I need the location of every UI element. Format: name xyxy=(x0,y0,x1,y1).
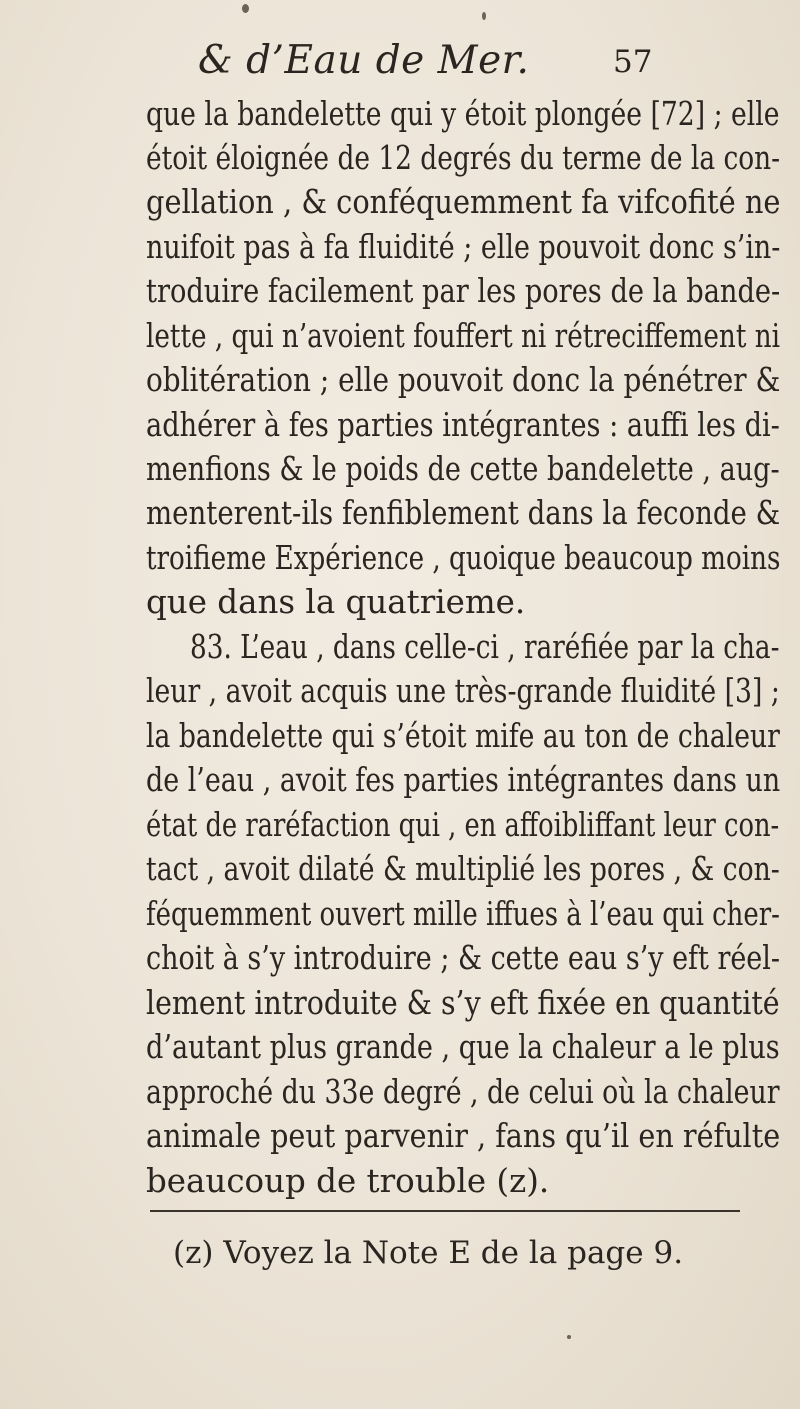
text-line: leur , avoit acquis une très-grande fluidité [3] ; xyxy=(146,672,780,710)
ink-speck xyxy=(242,4,249,13)
ink-speck xyxy=(567,1335,571,1339)
text-line: beaucoup de trouble (z). xyxy=(146,1162,550,1200)
text-line: approché du 33e degré , de celui où la chaleur xyxy=(146,1073,780,1111)
text-line: oblitération ; elle pouvoit donc la pénétrer & xyxy=(146,361,781,399)
text-line: que dans la quatrieme. xyxy=(146,583,526,621)
text-line: menterent-ils fenfiblement dans la feconde & xyxy=(146,494,781,532)
text-line: la bandelette qui s’étoit mife au ton de chaleur xyxy=(146,717,780,755)
text-line: nuifoit pas à fa fluidité ; elle pouvoit donc s’in- xyxy=(146,228,781,266)
text-line: état de raréfaction qui , en affoibliffant leur con- xyxy=(146,806,780,844)
text-line: troduire facilement par les pores de la bande- xyxy=(146,272,781,310)
ink-speck xyxy=(482,12,486,20)
text-line: gellation , & conféquemment fa vifcofité ne xyxy=(146,183,781,221)
text-line: adhérer à fes parties intégrantes : auffi les di- xyxy=(146,406,780,444)
page-header xyxy=(168,38,668,86)
text-line: menfions & le poids de cette bandelette , aug- xyxy=(146,450,780,488)
footnote-divider xyxy=(150,1210,740,1212)
text-line: que la bandelette qui y étoit plongée [72] ; elle xyxy=(146,95,780,133)
text-line: féquemment ouvert mille iffues à l’eau qui cher- xyxy=(146,895,780,933)
text-line: troifieme Expérience , quoique beaucoup moins xyxy=(146,539,781,577)
text-line: tact , avoit dilaté & multiplié les pores , & con- xyxy=(146,850,780,888)
text-line: d’autant plus grande , que la chaleur a le plus xyxy=(146,1028,780,1066)
paragraph-start-line: 83. L’eau , dans celle-ci , raréfiée par la cha- xyxy=(190,628,780,666)
text-line: lement introduite & s’y eft fixée en quantité xyxy=(146,984,780,1022)
text-line: choit à s’y introduire ; & cette eau s’y eft réel- xyxy=(146,939,781,977)
page-number: 57 xyxy=(613,44,653,80)
running-title: & d’Eau de Mer. xyxy=(198,38,530,83)
text-line: animale peut parvenir , fans qu’il en réfulte xyxy=(146,1117,781,1155)
footnote: (z) Voyez la Note E de la page 9. xyxy=(173,1235,684,1271)
text-line: étoit éloignée de 12 degrés du terme de la con- xyxy=(146,139,781,177)
text-line: lette , qui n’avoient fouffert ni rétreciffement ni xyxy=(146,317,780,355)
text-line: de l’eau , avoit fes parties intégrantes dans un xyxy=(146,761,781,799)
